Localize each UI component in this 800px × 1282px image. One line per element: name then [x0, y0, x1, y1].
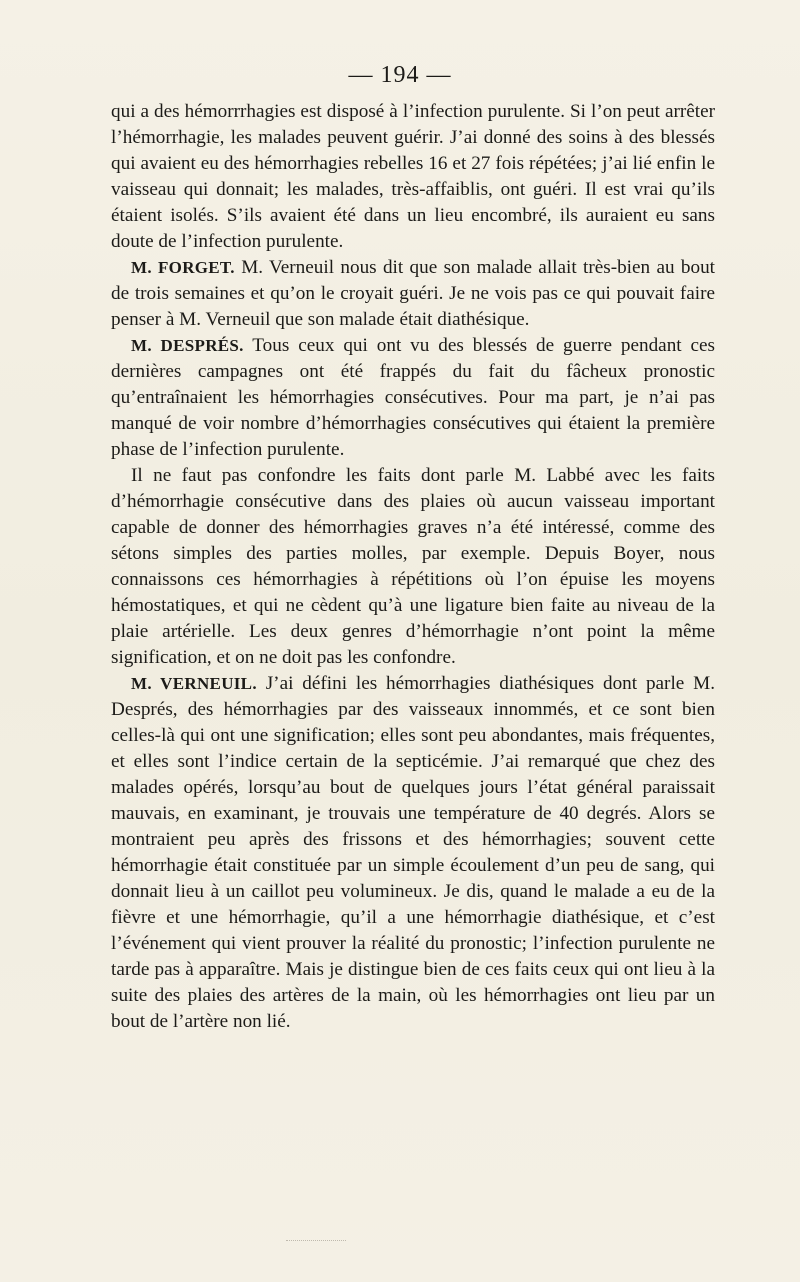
- speaker-despres: M. DESPRÉS.: [131, 336, 244, 355]
- paragraph-3: [111, 333, 715, 463]
- paragraph-5: [111, 671, 715, 1035]
- footer-dotted-mark: [286, 1240, 346, 1241]
- speaker-forget: M. FORGET.: [131, 258, 235, 277]
- paragraph-2: [111, 255, 715, 333]
- page-number: — 194 —: [348, 62, 452, 88]
- body-text: [111, 99, 715, 1035]
- paragraph-3-text: Tous ceux qui ont vu des blessés de guerre pendant ces dernières campagnes ont été frappés du fait du fâcheux pronostic qu’entraînaient les hémorrhagies consécutives. Pour ma part, je n’ai pas manqué de voir nombre d’hémorrhagies consécutives qui étaient la première phase de l’infection purulente.: [111, 335, 716, 460]
- paragraph-4-text: Il ne faut pas confondre les faits dont parle M. Labbé avec les faits d’hémorrhagie consécutive dans des plaies où aucun vaisseau important capable de donner des hémorrhagies graves n’a été intéressé, comme des sétons simples des parties molles, par exemple. Depuis Boyer, nous connaissons ces hémorrhagies à répétitions où l’on épuise les moyens hémostatiques, et qui ne cèdent qu’à une ligature bien faite au niveau de la plaie artérielle. Les deux genres d’hémorrhagie n’ont point la même signification, et on ne doit pas les confondre.: [111, 465, 715, 668]
- paragraph-4: [111, 463, 715, 671]
- paragraph-2-text: M. Verneuil nous dit que son malade allait très-bien au bout de trois semaines et qu’on le croyait guéri. Je ne vois pas ce qui pouvait faire penser à M. Verneuil que son malade était diathésique.: [111, 257, 716, 330]
- paragraph-1: [111, 99, 715, 255]
- paragraph-5-text: J’ai défini les hémorrhagies diathésiques dont parle M. Després, des hémorrhagies par des vaisseaux innommés, et ce sont bien celles-là qui ont une signification; elles sont peu abondantes, mais fréquentes, et elles sont l’indice certain de la septicémie. J’ai remarqué que chez des malades opérés, lorsqu’au bout de quelques jours l’état général paraissait mauvais, en examinant, je trouvais une température de 40 degrés. Alors se montraient peu après des frissons et des hémorrhagies; souvent cette hémorrhagie était constituée par un simple écoulement d’un peu de sang, qui donnait lieu à un caillot peu volumineux. Je dis, quand le malade a eu de la fièvre et une hémorrhagie, qu’il a une hémorrhagie diathésique, et c’est l’événement qui vient prouver la réalité du pronostic; l’infection purulente ne tarde pas à apparaître. Mais je distingue bien de ces faits ceux qui ont lieu à la suite des plaies des artères de la main, où les hémorrhagies ont lieu par un bout de l’artère non lié.: [111, 673, 715, 1032]
- speaker-verneuil: M. VERNEUIL.: [131, 674, 257, 693]
- paragraph-1-text: qui a des hémorrrhagies est disposé à l’infection purulente. Si l’on peut arrêter l’hémorrhagie, les malades peuvent guérir. J’ai donné des soins à des blessés qui avaient eu des hémorrhagies rebelles 16 et 27 fois répétées; j’ai lié enfin le vaisseau qui donnait; les malades, très-affaiblis, ont guéri. Il est vrai qu’ils étaient isolés. S’ils avaient été dans un lieu encombré, ils auraient eu sans doute de l’infection purulente.: [111, 101, 715, 252]
